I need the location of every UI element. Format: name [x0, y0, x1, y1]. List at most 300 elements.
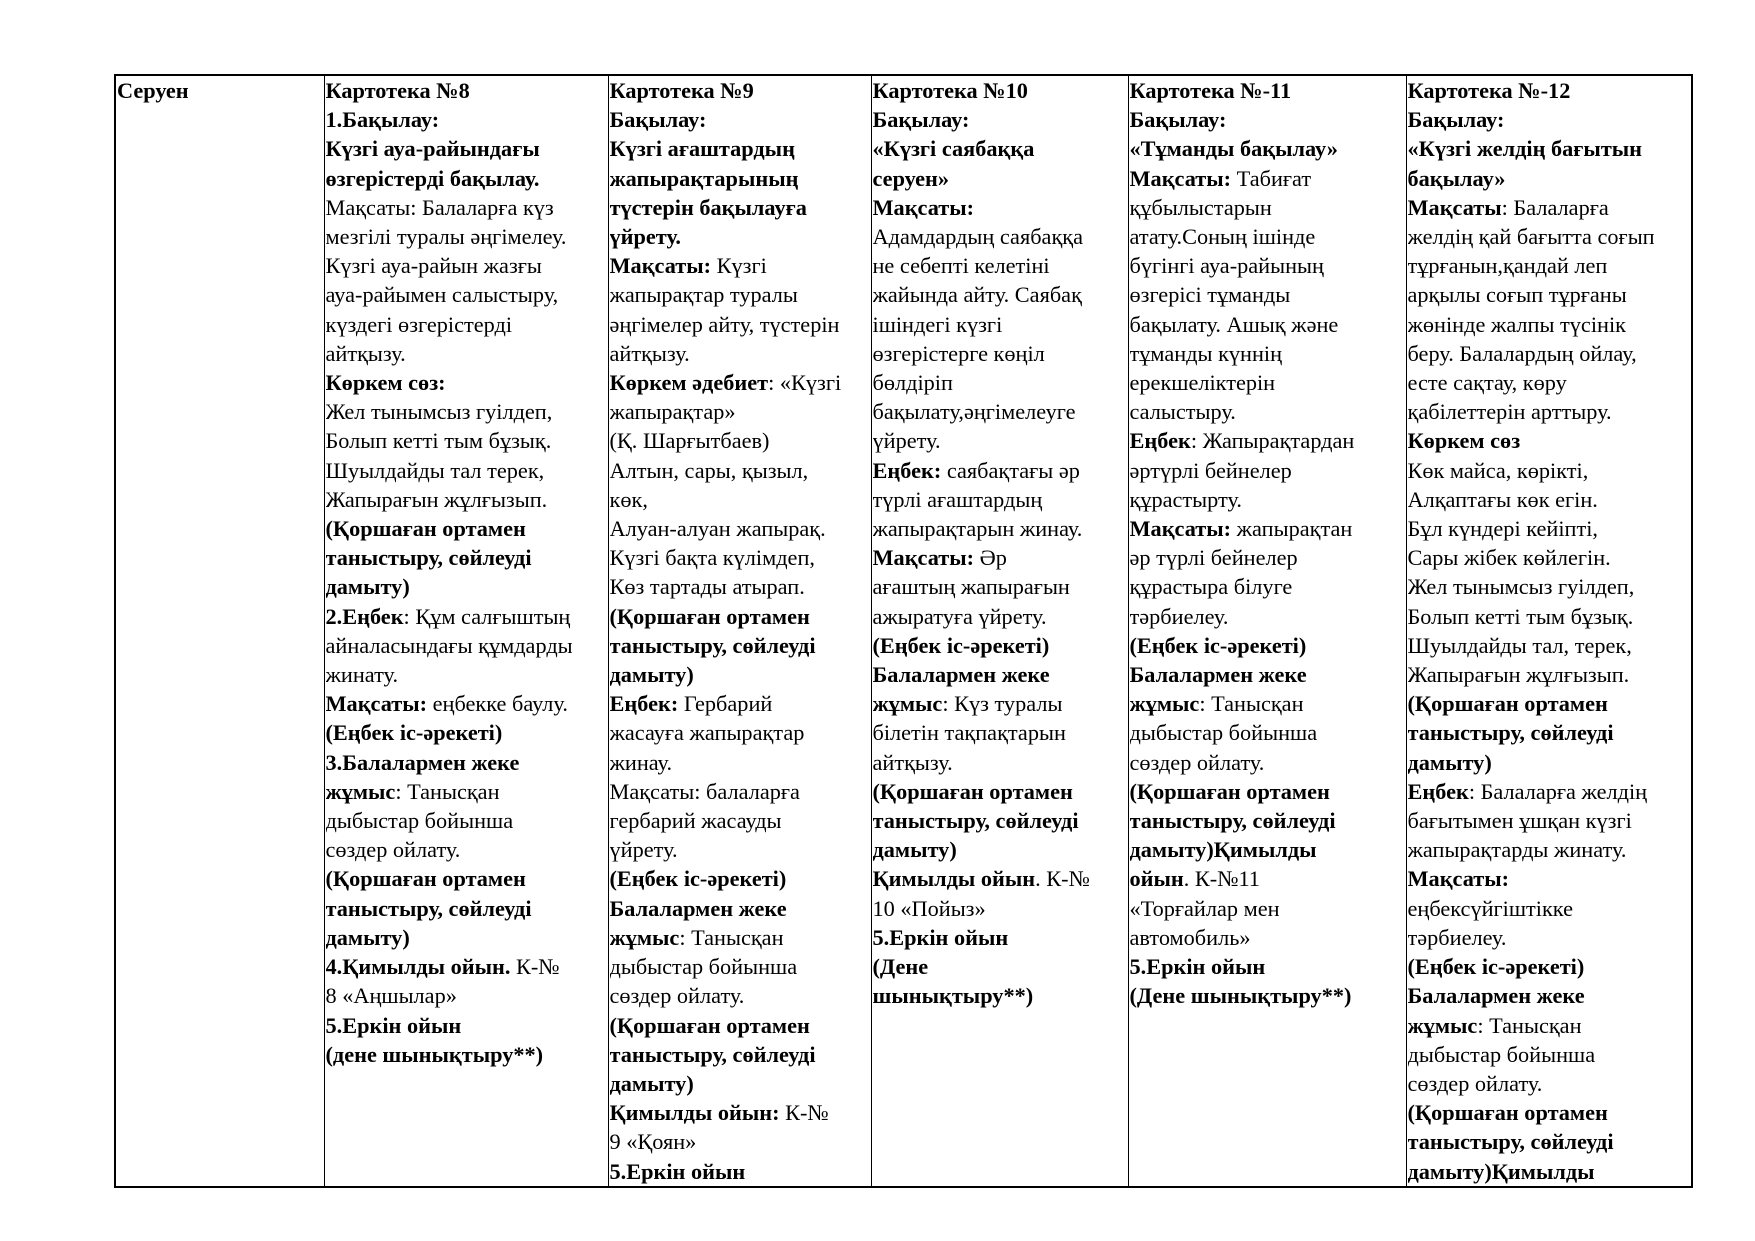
text-line	[873, 368, 1128, 397]
body-text: : Танысқан	[1199, 691, 1304, 717]
body-text: әр түрлі бейнелер	[1129, 545, 1298, 571]
text-line	[326, 164, 608, 193]
bold-text: дамыту)	[609, 662, 694, 688]
text-line	[610, 397, 871, 426]
text-line	[873, 514, 1128, 543]
bold-text: Бақылау:	[1129, 107, 1227, 133]
text-line	[610, 835, 871, 864]
bold-text: дамыту)	[325, 924, 410, 950]
body-text: Жел тынымсыз гуілдеп,	[325, 399, 553, 425]
text-line	[610, 426, 871, 455]
body-text: дыбыстар бойынша	[609, 954, 798, 980]
bold-text: (Қоршаған ортамен	[325, 866, 526, 892]
text-line	[610, 806, 871, 835]
text-line	[1130, 368, 1406, 397]
bold-text: Серуен	[117, 78, 189, 103]
bold-text: жұмыс	[609, 924, 680, 950]
text-line	[326, 864, 608, 893]
body-text: ағаштың жапырағын	[872, 574, 1070, 600]
bold-text: (Қоршаған ортамен	[609, 603, 810, 629]
text-line	[873, 718, 1128, 747]
body-text: : Жапырақтардан	[1190, 428, 1355, 454]
text-line	[610, 952, 871, 981]
schedule-table	[114, 74, 1693, 1188]
body-text: Болып кетті тым бұзық.	[325, 428, 552, 454]
text-line	[1408, 514, 1692, 543]
text-line	[326, 572, 608, 601]
bold-text: (Қоршаған ортамен	[872, 778, 1073, 804]
text-line	[610, 339, 871, 368]
text-line	[1130, 485, 1406, 514]
text-line	[1408, 631, 1692, 660]
bold-text: Мақсаты:	[1129, 516, 1232, 542]
bold-text: ойын	[1129, 866, 1184, 892]
body-text: «Торғайлар мен	[1129, 895, 1280, 921]
text-line	[1408, 368, 1692, 397]
body-text: тұрғанын,қандай леп	[1407, 253, 1608, 279]
body-text: қабілеттерін арттыру.	[1407, 399, 1612, 425]
text-line	[326, 368, 608, 397]
text-line	[326, 310, 608, 339]
body-text: жайында айту. Саябақ	[872, 282, 1082, 308]
text-line	[326, 485, 608, 514]
text-line	[1408, 105, 1692, 134]
text-line	[1130, 894, 1406, 923]
body-text: тәрбиелеу.	[1407, 924, 1507, 950]
text-line	[1130, 310, 1406, 339]
bold-text: таныстыру, сөйлеуді	[872, 808, 1079, 834]
body-text: айтқызу.	[609, 340, 690, 366]
bold-text: жұмыс	[1129, 691, 1200, 717]
bold-text: (Қоршаған ортамен	[1407, 691, 1608, 717]
bold-text: таныстыру, сөйлеуді	[325, 895, 532, 921]
body-text: Жел тынымсыз гуілдеп,	[1407, 574, 1635, 600]
text-line	[873, 689, 1128, 718]
bold-text: (Қоршаған ортамен	[1129, 778, 1330, 804]
body-text: жинау.	[609, 749, 673, 775]
text-line	[326, 981, 608, 1010]
text-line	[326, 456, 608, 485]
bold-text: (Қоршаған ортамен	[1407, 1100, 1608, 1126]
text-line	[1130, 952, 1406, 981]
text-line	[610, 894, 871, 923]
bold-text: (дене шынықтыру**)	[325, 1041, 544, 1067]
bold-text: 5.Еркін ойын	[609, 1158, 746, 1184]
body-text: өзгерісі тұманды	[1129, 282, 1291, 308]
bold-text: Көркем сөз:	[325, 370, 446, 396]
text-line	[1408, 310, 1692, 339]
text-line	[117, 76, 324, 105]
bold-text: Бақылау:	[872, 107, 970, 133]
text-line	[1130, 339, 1406, 368]
text-line	[610, 777, 871, 806]
body-text: Күзгі	[711, 253, 767, 279]
body-text: тұманды күннің	[1129, 340, 1283, 366]
body-text: дыбыстар бойынша	[1129, 720, 1318, 746]
bold-text: Картотека №9	[609, 78, 754, 103]
text-line	[326, 105, 608, 134]
body-text: 8 «Аңшылар»	[325, 983, 457, 1009]
text-line	[610, 310, 871, 339]
body-text: еңбексүйгіштікке	[1407, 895, 1573, 921]
text-line	[873, 894, 1128, 923]
body-text: мезгілі туралы әңгімелеу.	[325, 224, 567, 250]
text-line	[1130, 572, 1406, 601]
body-text: Табиғат	[1231, 165, 1312, 191]
body-text: 10 «Пойыз»	[872, 895, 986, 921]
body-text: Бұл күндері кейіпті,	[1407, 516, 1598, 542]
bold-text: Мақсаты:	[872, 194, 975, 220]
text-line	[1408, 835, 1692, 864]
text-line	[1408, 748, 1692, 777]
text-line	[1130, 426, 1406, 455]
body-text: ажыратуға үйрету.	[872, 603, 1047, 629]
body-text: өзгерістерге көңіл	[872, 340, 1045, 366]
text-line	[1408, 952, 1692, 981]
text-line	[1408, 1040, 1692, 1069]
body-text: есте сақтау, көру	[1407, 370, 1567, 396]
text-line	[873, 952, 1128, 981]
body-text: үйрету.	[872, 428, 941, 454]
text-line	[1408, 602, 1692, 631]
text-line	[1408, 894, 1692, 923]
text-line	[1130, 748, 1406, 777]
bold-text: (Еңбек іс-әрекеті)	[872, 632, 1050, 658]
card-8-cell	[324, 75, 608, 1187]
body-text: Алуан-алуан жапырақ.	[609, 516, 826, 542]
body-text: айналасындағы құмдарды	[325, 632, 573, 658]
text-line	[326, 1040, 608, 1069]
body-text: Адамдардың саябаққа	[872, 224, 1084, 250]
text-line	[326, 689, 608, 718]
bold-text: 3.Балалармен жеке	[325, 749, 520, 775]
body-text: (Қ. Шарғытбаев)	[609, 428, 770, 454]
bold-text: жұмыс	[872, 691, 943, 717]
text-line	[326, 923, 608, 952]
text-line	[610, 602, 871, 631]
text-line	[326, 397, 608, 426]
text-line	[873, 748, 1128, 777]
bold-text: Мақсаты:	[1129, 165, 1232, 191]
text-line	[1408, 777, 1692, 806]
bold-text: өзгерістерді бақылау.	[325, 165, 540, 191]
text-line	[326, 280, 608, 309]
body-text: айтқызу.	[872, 749, 953, 775]
text-line	[1408, 164, 1692, 193]
body-text: автомобиль»	[1129, 924, 1251, 950]
body-text: : Балаларға желдің	[1468, 778, 1648, 804]
body-text: Көк майса, көрікті,	[1407, 457, 1589, 483]
text-line	[326, 1011, 608, 1040]
bold-text: Көркем сөз	[1407, 428, 1521, 454]
body-text: бақылату,әңгімелеуге	[872, 399, 1076, 425]
text-line	[1408, 864, 1692, 893]
text-line	[326, 952, 608, 981]
text-line	[873, 777, 1128, 806]
text-line	[1408, 1157, 1692, 1186]
text-line	[610, 222, 871, 251]
bold-text: таныстыру, сөйлеуді	[609, 1041, 816, 1067]
body-text: Мақсаты: балаларға	[609, 778, 800, 804]
text-line	[873, 164, 1128, 193]
bold-text: Мақсаты:	[1407, 866, 1510, 892]
text-line	[1408, 76, 1692, 105]
body-text: Шуылдайды тал терек,	[325, 457, 545, 483]
body-text: бақылату. Ашық және	[1129, 311, 1339, 337]
body-text: әңгімелер айту, түстерін	[609, 311, 840, 337]
body-text: күздегі өзгерістерді	[325, 311, 513, 337]
text-line	[1408, 426, 1692, 455]
text-line	[1130, 134, 1406, 163]
text-line	[1130, 602, 1406, 631]
body-text: сөздер ойлату.	[325, 837, 461, 863]
body-text: : Күз туралы	[942, 691, 1063, 717]
text-line	[326, 718, 608, 747]
text-line	[610, 572, 871, 601]
text-line	[326, 748, 608, 777]
text-line	[873, 981, 1128, 1010]
card-9-cell	[608, 75, 871, 1187]
text-line	[610, 280, 871, 309]
text-line	[1130, 689, 1406, 718]
bold-text: Картотека №-12	[1407, 78, 1571, 103]
body-text: жапырақтан	[1231, 516, 1353, 542]
body-text: : Танысқан	[1477, 1012, 1582, 1038]
text-line	[610, 76, 871, 105]
text-line	[873, 923, 1128, 952]
bold-text: жапырақтарының	[609, 165, 799, 191]
card-12-cell	[1406, 75, 1692, 1187]
bold-text: Бақылау:	[609, 107, 707, 133]
text-line	[326, 251, 608, 280]
text-line	[1130, 222, 1406, 251]
body-text: жинату.	[325, 662, 399, 688]
bold-text: таныстыру, сөйлеуді	[1407, 1129, 1614, 1155]
bold-text: серуен»	[872, 165, 950, 191]
body-text: бүгінгі ауа-райының	[1129, 253, 1324, 279]
body-text: желдің қай бағытта соғып	[1407, 224, 1655, 250]
bold-text: 4.Қимылды ойын.	[325, 954, 511, 980]
bold-text: 5.Еркін ойын	[325, 1012, 462, 1038]
bold-text: Көркем әдебиет	[609, 370, 769, 396]
body-text: ауа-райымен салыстыру,	[325, 282, 559, 308]
bold-text: Мақсаты:	[609, 253, 712, 279]
body-text: Шуылдайды тал, терек,	[1407, 632, 1632, 658]
text-line	[610, 368, 871, 397]
text-line	[610, 631, 871, 660]
text-line	[1408, 339, 1692, 368]
body-text: Алқаптағы көк егін.	[1407, 486, 1598, 512]
body-text: Күзгі ауа-райын жазғы	[325, 253, 542, 279]
text-line	[1408, 923, 1692, 952]
text-line	[873, 660, 1128, 689]
body-text: ерекшеліктерін	[1129, 370, 1276, 396]
bold-text: Балалармен жеке	[609, 895, 787, 921]
body-text: гербарий жасауды	[609, 808, 782, 834]
text-line	[610, 981, 871, 1010]
text-line	[610, 1127, 871, 1156]
table-row	[115, 75, 1692, 1187]
text-line	[1408, 134, 1692, 163]
body-text: тәрбиелеу.	[1129, 603, 1229, 629]
bold-text: «Күзгі саябаққа	[872, 136, 1035, 162]
bold-text: таныстыру, сөйлеуді	[609, 632, 816, 658]
body-text: Әр	[974, 545, 1007, 571]
bold-text: Мақсаты	[1407, 194, 1502, 220]
body-text: К-№	[779, 1100, 829, 1126]
bold-text: 5.Еркін ойын	[1129, 954, 1266, 980]
body-text: ішіндегі күзгі	[872, 311, 1003, 337]
body-text: : Балаларға	[1501, 194, 1609, 220]
body-text: құрастыра білуге	[1129, 574, 1293, 600]
text-line	[873, 76, 1128, 105]
text-line	[610, 514, 871, 543]
text-line	[326, 193, 608, 222]
body-text: сөздер ойлату.	[1129, 749, 1265, 775]
text-line	[326, 76, 608, 105]
text-line	[873, 134, 1128, 163]
body-text: саябақтағы әр	[941, 457, 1080, 483]
text-line	[873, 543, 1128, 572]
text-line	[873, 280, 1128, 309]
text-line	[1408, 689, 1692, 718]
text-line	[873, 339, 1128, 368]
text-line	[873, 456, 1128, 485]
bold-text: түстерін бақылауға	[609, 194, 807, 220]
text-line	[326, 543, 608, 572]
text-line	[1130, 718, 1406, 747]
body-text: : Танысқан	[679, 924, 784, 950]
text-line	[326, 777, 608, 806]
text-line	[326, 426, 608, 455]
text-line	[610, 1040, 871, 1069]
text-line	[610, 485, 871, 514]
text-line	[873, 105, 1128, 134]
bold-text: 5.Еркін ойын	[872, 924, 1009, 950]
text-line	[326, 602, 608, 631]
body-text: : «Күзгі	[768, 370, 842, 396]
text-line	[873, 251, 1128, 280]
bold-text: Қимылды ойын:	[609, 1100, 780, 1126]
bold-text: бақылау»	[1407, 165, 1506, 191]
text-line	[1130, 397, 1406, 426]
bold-text: Балалармен жеке	[872, 662, 1050, 688]
body-text: Сары жібек көйлегін.	[1407, 545, 1611, 571]
body-text: құбылыстарын	[1129, 194, 1272, 220]
text-line	[326, 222, 608, 251]
bold-text: (Дене	[872, 954, 929, 980]
text-line	[1408, 572, 1692, 601]
text-line	[1130, 514, 1406, 543]
bold-text: (Дене шынықтыру**)	[1129, 983, 1352, 1009]
bold-text: Картотека №8	[325, 78, 470, 103]
text-line	[873, 835, 1128, 864]
body-text: : Танысқан	[395, 778, 500, 804]
bold-text: дамыту)Қимылды	[1129, 837, 1317, 863]
bold-text: «Тұманды бақылау»	[1129, 136, 1338, 162]
body-text: Жапырағын жұлғызып.	[1407, 662, 1630, 688]
bold-text: 2.Еңбек	[325, 603, 404, 629]
bold-text: (Еңбек іс-әрекеті)	[609, 866, 787, 892]
body-text: : Құм салғыштың	[403, 603, 571, 629]
bold-text: Күзгі ауа-райындағы	[325, 136, 540, 162]
bold-text: Еңбек	[1129, 428, 1191, 454]
bold-text: Бақылау:	[1407, 107, 1505, 133]
text-line	[1130, 923, 1406, 952]
bold-text: дамыту)Қимылды	[1407, 1158, 1595, 1184]
bold-text: жұмыс	[325, 778, 396, 804]
text-line	[873, 602, 1128, 631]
text-line	[1130, 981, 1406, 1010]
body-text: Алтын, сары, қызыл,	[609, 457, 809, 483]
body-text: . К-№11	[1183, 866, 1260, 892]
text-line	[610, 134, 871, 163]
bold-text: таныстыру, сөйлеуді	[1129, 808, 1336, 834]
text-line	[1130, 456, 1406, 485]
bold-text: Мақсаты:	[872, 545, 975, 571]
bold-text: Еңбек:	[609, 691, 679, 717]
body-text: салыстыру.	[1129, 399, 1236, 425]
text-line	[1408, 485, 1692, 514]
text-line	[873, 193, 1128, 222]
text-line	[326, 806, 608, 835]
body-text: дыбыстар бойынша	[1407, 1041, 1596, 1067]
text-line	[326, 631, 608, 660]
text-line	[873, 485, 1128, 514]
bold-text: Қимылды ойын	[872, 866, 1036, 892]
body-text: арқылы соғып тұрғаны	[1407, 282, 1627, 308]
bold-text: Картотека №-11	[1129, 78, 1292, 103]
bold-text: (Еңбек іс-әрекеті)	[1407, 954, 1585, 980]
text-line	[610, 718, 871, 747]
text-line	[1130, 631, 1406, 660]
text-line	[1130, 806, 1406, 835]
text-line	[1130, 193, 1406, 222]
body-text: Көз тартады атырап.	[609, 574, 805, 600]
text-line	[1130, 280, 1406, 309]
body-text: не себепті келетіні	[872, 253, 1050, 279]
body-text: Күзгі бақта күлімдеп,	[609, 545, 815, 571]
bold-text: шынықтыру**)	[872, 983, 1034, 1009]
body-text: жапырақтарын жинау.	[872, 516, 1083, 542]
text-line	[1130, 76, 1406, 105]
bold-text: үйрету.	[609, 224, 681, 250]
text-line	[873, 426, 1128, 455]
text-line	[610, 543, 871, 572]
text-line	[326, 835, 608, 864]
text-line	[873, 864, 1128, 893]
body-text: үйрету.	[609, 837, 678, 863]
body-text: бағытымен ұшқан күзгі	[1407, 808, 1632, 834]
text-line	[873, 631, 1128, 660]
text-line	[610, 1011, 871, 1040]
bold-text: 1.Бақылау:	[325, 107, 440, 133]
text-line	[610, 1098, 871, 1127]
text-line	[1130, 835, 1406, 864]
text-line	[873, 222, 1128, 251]
text-line	[1130, 543, 1406, 572]
text-line	[1408, 660, 1692, 689]
bold-text: Еңбек:	[872, 457, 942, 483]
body-text: білетін тақпақтарын	[872, 720, 1066, 746]
body-text: дыбыстар бойынша	[325, 808, 514, 834]
text-line	[873, 310, 1128, 339]
text-line	[1130, 777, 1406, 806]
body-text: еңбекке баулу.	[427, 691, 568, 717]
text-line	[1130, 660, 1406, 689]
text-line	[1408, 456, 1692, 485]
text-line	[610, 864, 871, 893]
